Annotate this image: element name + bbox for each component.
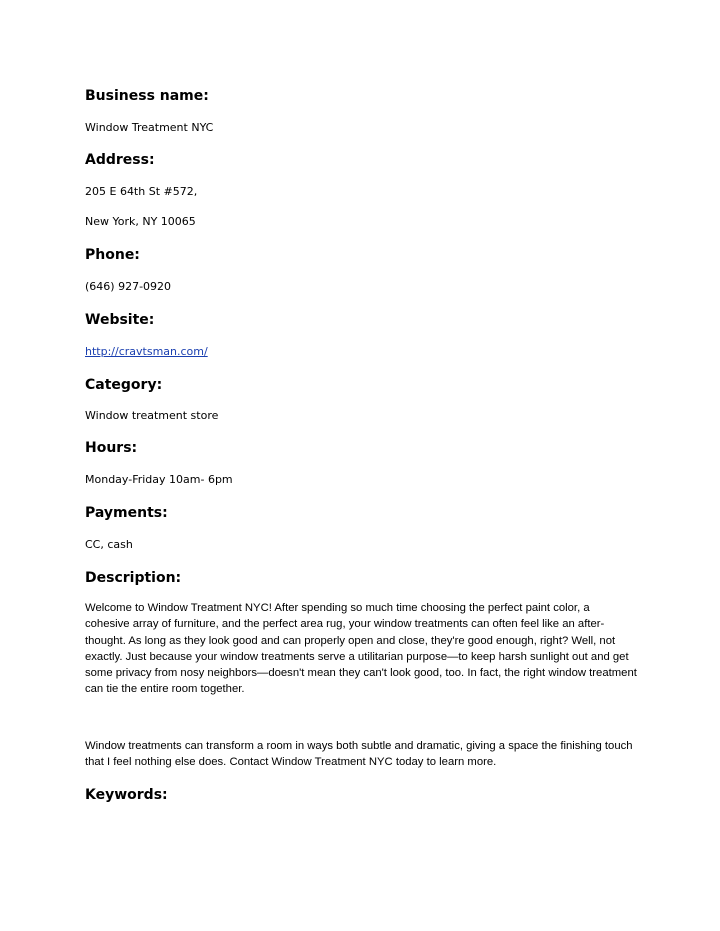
payments-value: CC, cash: [85, 538, 133, 551]
business-name-value: Window Treatment NYC: [85, 121, 214, 134]
phone-value: (646) 927-0920: [85, 280, 172, 293]
address-line-2: New York, NY 10065: [85, 215, 196, 228]
description-paragraph-2: Window treatments can transform a room in ways both subtle and dramatic, giving a space the finishing touch that I feel nothing else does. Contact Window Treatment NYC today to learn more.: [85, 740, 633, 769]
category-heading: Category:: [85, 377, 163, 393]
keywords-heading: Keywords:: [85, 787, 168, 803]
website-link[interactable]: http://cravtsman.com/: [85, 345, 208, 358]
hours-heading: Hours:: [85, 440, 138, 456]
description-heading: Description:: [85, 570, 182, 586]
website-heading: Website:: [85, 312, 155, 328]
phone-heading: Phone:: [85, 247, 140, 263]
hours-value: Monday-Friday 10am- 6pm: [85, 473, 233, 486]
business-name-heading: Business name:: [85, 88, 209, 104]
description-paragraph-1: Welcome to Window Treatment NYC! After spending so much time choosing the perfect paint color, a cohesive array of furniture, and the perfect area rug, your window treatments can often feel like an after-thought. As long as they look good and can properly open and close, they're good enough, right? Well, not exactly. Just because your window treatments serve a utilitarian purpose—to keep harsh sunlight out and get some privacy from nosy neighbors—doesn't mean they can't look good, too. In fact, the right window treatment can tie the entire room together.: [85, 602, 637, 696]
category-value: Window treatment store: [85, 409, 219, 422]
payments-heading: Payments:: [85, 505, 168, 521]
address-line-1: 205 E 64th St #572,: [85, 185, 198, 198]
website-paragraph: [85, 345, 208, 359]
address-heading: Address:: [85, 152, 155, 168]
